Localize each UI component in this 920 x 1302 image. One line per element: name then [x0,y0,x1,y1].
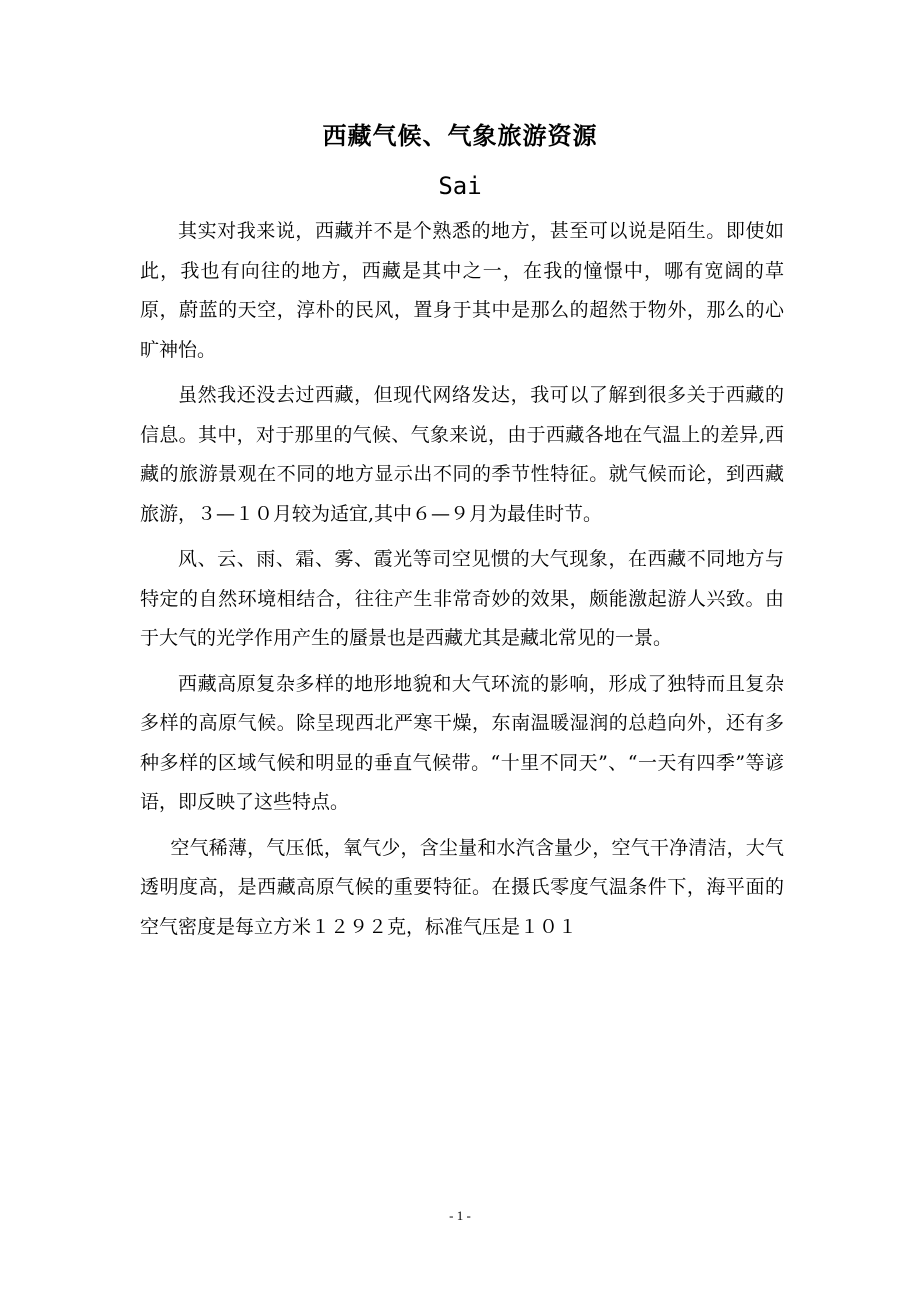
paragraph-1: 其实对我来说，西藏并不是个熟悉的地方，甚至可以说是陌生。即使如此，我也有向往的地方，西藏是其中之一，在我的憧憬中，哪有宽阔的草原，蔚蓝的天空，淳朴的民风，置身于其中是那么的超然于物外，那么的心旷神怡。 [140,220,784,361]
paragraph-5: 空气稀薄，气压低，氧气少，含尘量和水汽含量少，空气干净清洁，大气透明度高，是西藏高原气候的重要特征。在摄氏零度气温条件下，海平面的空气密度是每立方米１２９２克，标准气压是１０１ [140,836,784,938]
paragraph-4: 西藏高原复杂多样的地形地貌和大气环流的影响，形成了独特而且复杂多样的高原气候。除呈现西北严寒干燥，东南温暖湿润的总趋向外，还有多种多样的区域气候和明显的垂直气候带。“十里不同天”、“一天有四季”等谚语，即反映了这些特点。 [140,672,784,813]
paragraph-2: 虽然我还没去过西藏，但现代网络发达，我可以了解到很多关于西藏的信息。其中，对于那里的气候、气象来说，由于西藏各地在气温上的差异,西藏的旅游景观在不同的地方显示出不同的季节性特征。就气候而论，到西藏旅游，３—１０月较为适宜,其中６—９月为最佳时节。 [140,384,784,525]
document-author: Sai [438,172,482,200]
document-body [140,212,784,953]
page-number: - 1 - [449,1208,471,1223]
document-title: 西藏气候、气象旅游资源 [322,122,598,150]
paragraph-3: 风、云、雨、霜、雾、霞光等司空见惯的大气现象，在西藏不同地方与特定的自然环境相结合，往往产生非常奇妙的效果，颇能激起游人兴致。由于大气的光学作用产生的蜃景也是西藏尤其是藏北常见的一景。 [140,548,784,649]
